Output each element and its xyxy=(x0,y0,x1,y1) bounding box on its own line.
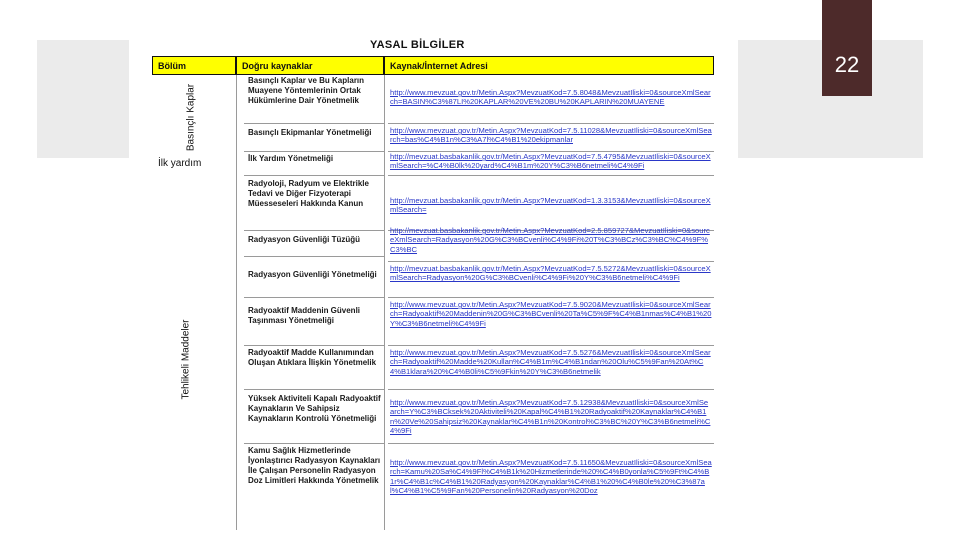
regulation-name: Radyasyon Güvenliği Tüzüğü xyxy=(244,235,384,257)
column-divider xyxy=(236,75,237,530)
regulation-name: Radyoaktif Madde Kullanımından Oluşan Atıklara İlişkin Yönetmelik xyxy=(244,348,384,390)
regulation-link[interactable]: http://mevzuat.basbakanlik.gov.tr/Metin.Aspx?MevzuatKod=7.5.4795&MevzuatIliski=0&sourceXmlSearch=%C4%B0lk%20yard%C4%B1m%20Y%C3%B6netmeli%C4%9Fi xyxy=(388,152,714,176)
header-source: Doğru kaynaklar xyxy=(236,56,384,75)
document-title: YASAL BİLGİLER xyxy=(370,39,465,51)
regulation-name: Basınçlı Kaplar ve Bu Kapların Muayene Yöntemlerinin Ortak Hükümlerine Dair Yönetmelik xyxy=(244,76,384,124)
decorative-panel-left xyxy=(37,40,129,158)
regulation-name: Radyasyon Güvenliği Yönetmeliği xyxy=(244,270,384,298)
section-label-hazardous-materials: Tehlikeli Maddeler xyxy=(180,319,192,400)
regulation-link[interactable]: http://mevzuat.basbakanlik.gov.tr/Metin.Aspx?MevzuatKod=7.5.5272&MevzuatIliski=0&sourceXmlSearch=Radyasyon%20G%C3%BCvenli%C4%9Fi%20Y%C3%B6netmeli%C4%9Fi xyxy=(388,264,714,298)
page-number-badge xyxy=(822,0,872,96)
regulation-link[interactable]: http://www.mevzuat.gov.tr/Metin.Aspx?MevzuatKod=7.5.8048&MevzuatIliski=0&sourceXmlSearch=BASIN%C3%87LI%20KAPLAR%20VE%20BU%20KAPLARIN%20MUAYENE xyxy=(388,88,714,124)
regulation-link[interactable]: http://mevzuat.basbakanlik.gov.tr/Metin.Aspx?MevzuatKod=1.3.3153&MevzuatIliski=0&sourceXmlSearch= xyxy=(388,196,714,231)
regulation-link[interactable]: http://www.mevzuat.gov.tr/Metin.Aspx?MevzuatKod=7.5.11650&MevzuatIliski=0&sourceXmlSearch=Kamu%20Sa%C4%9Fl%C4%B1k%20Hizmetlerinde%20%C4%B0yonla%C5%9Ft%C4%B1r%C4%B1c%C4%B1%20Radyasyon%20Kaynaklar%C4%B1%20%C4%B0le%20%C3%87al%C4%B1%C5%9Fan%20Personelin%20Radyasyon%20Doz xyxy=(390,458,712,496)
regulation-link[interactable]: http://www.mevzuat.gov.tr/Metin.Aspx?MevzuatKod=7.5.9020&MevzuatIliski=0&sourceXmlSearch=Radyoaktif%20Maddenin%20G%C3%BCvenli%20Ta%C5%9F%C4%B1nmas%C4%B1%20Y%C3%B6netmeli%C4%9Fi xyxy=(388,300,714,346)
page-number: 22 xyxy=(834,52,860,77)
regulation-name: İlk Yardım Yönetmeliği xyxy=(244,154,384,176)
regulation-name: Radyoloji, Radyum ve Elektrikle Tedavi ve Diğer Fizyoterapi Müesseseleri Hakkında Kanun xyxy=(244,179,384,231)
header-section: Bölüm xyxy=(152,56,236,75)
section-label-pressure-vessels: Basınçlı Kaplar xyxy=(185,83,197,152)
section-label-first-aid: İlk yardım xyxy=(158,158,202,169)
legal-info-document xyxy=(148,30,718,540)
regulation-link[interactable]: http://mevzuat.basbakanlik.gov.tr/Metin.Aspx?MevzuatKod=2.5.859727&MevzuatIliski=0&sourceXmlSearch=Radyasyon%20G%C3%BCvenli%C4%9Fi%20T%C3%BCz%C3%BC%C4%9F%C3%BC xyxy=(388,226,714,262)
regulation-name: Basınçlı Ekipmanlar Yönetmeliği xyxy=(244,128,384,152)
regulation-name: Radyoaktif Maddenin Güvenli Taşınması Yönetmeliği xyxy=(244,306,384,346)
header-link: Kaynak/İnternet Adresi xyxy=(384,56,714,75)
column-divider xyxy=(384,75,385,530)
regulation-name: Kamu Sağlık Hizmetlerinde İyonlaştırıcı Radyasyon Kaynakları İle Çalışan Personelin Radyasyon Doz Limitleri Hakkında Yönetmelik xyxy=(248,446,381,485)
regulation-link[interactable]: http://www.mevzuat.gov.tr/Metin.Aspx?MevzuatKod=7.5.12938&MevzuatIliski=0&sourceXmlSearch=Y%C3%BCksek%20Aktiviteli%20Kapal%C4%B1%20Radyoaktif%20Kaynaklar%C4%B1n%20Ve%20Sahipsiz%20Kaynaklar%C4%B1n%20Kontrol%C3%BC%20Y%C3%B6netmeli%C4%9Fi xyxy=(388,398,714,444)
regulation-link[interactable]: http://www.mevzuat.gov.tr/Metin.Aspx?MevzuatKod=7.5.5276&MevzuatIliski=0&sourceXmlSearch=Radyoaktif%20Madde%20Kullan%C4%B1m%C4%B1ndan%20Olu%C5%9Fan%20At%C4%B1klara%20%C4%B0li%C5%9Fkin%20Y%C3%B6netmelik xyxy=(388,348,714,390)
regulation-link[interactable]: http://www.mevzuat.gov.tr/Metin.Aspx?MevzuatKod=7.5.11028&MevzuatIliski=0&sourceXmlSearch=bas%C4%B1n%C3%A7l%C4%B1%20ekipmanlar xyxy=(388,126,714,152)
regulation-name: Yüksek Aktiviteli Kapalı Radyoaktif Kaynakların Ve Sahipsiz Kaynakların Kontrolü Yönetmeliği xyxy=(244,394,384,444)
